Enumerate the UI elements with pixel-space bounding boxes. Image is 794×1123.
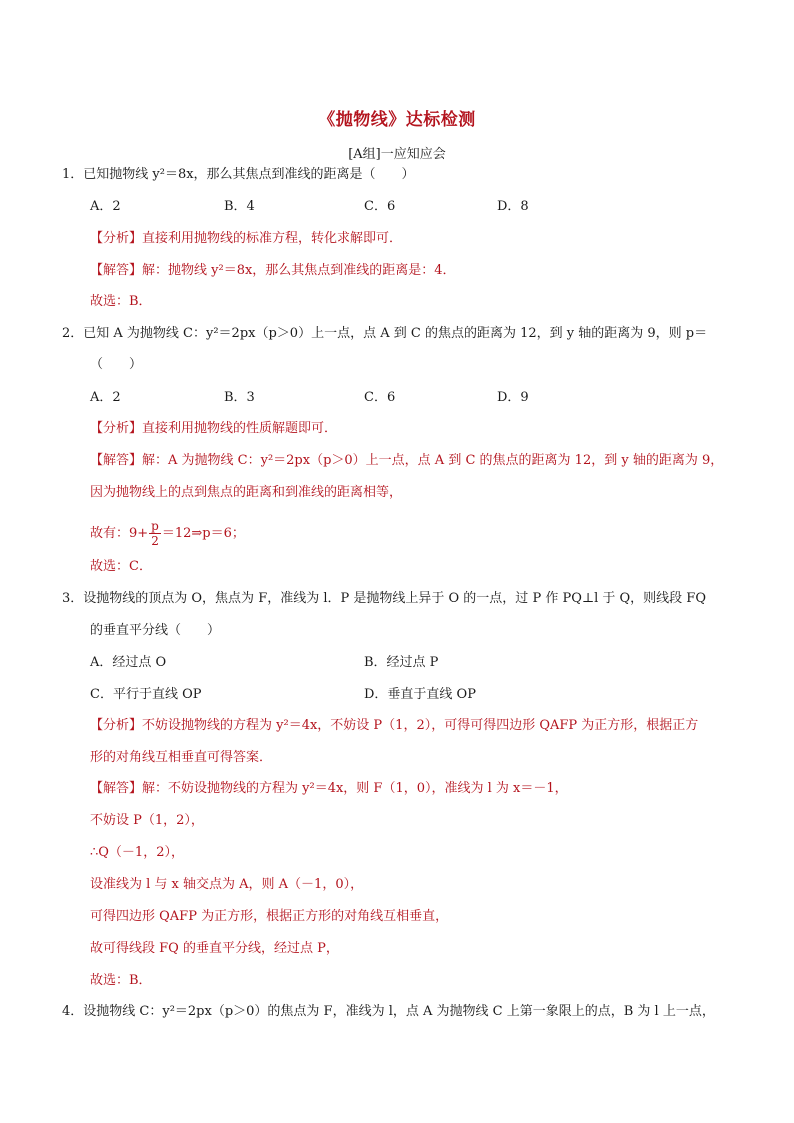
q2-option-d: D．9 <box>497 390 529 405</box>
q3-answer: 故选：B． <box>90 973 152 988</box>
q3-solution-line-3: ∴Q（－1，2）， <box>90 845 184 860</box>
q2-formula-prefix: 故有：9+ <box>90 526 149 541</box>
q3-solution-line-6: 故可得线段 FQ 的垂直平分线，经过点 P， <box>90 941 339 956</box>
fraction-numerator: p <box>151 519 159 533</box>
question-4-stem: 4．设抛物线 C：y²＝2px（p＞0）的焦点为 F，准线为 l，点 A 为抛物线 C 上第一象限上的点，B 为 l 上一点， <box>62 1004 715 1019</box>
q2-analysis: 【分析】直接利用抛物线的性质解题即可． <box>90 421 338 436</box>
q3-option-c: C．平行于直线 OP <box>90 687 202 702</box>
q3-option-b: B．经过点 P <box>364 655 439 670</box>
q1-solution: 【解答】解：抛物线 y²＝8x，那么其焦点到准线的距离是：4． <box>90 263 456 278</box>
question-2-stem: 2．已知 A 为抛物线 C：y²＝2px（p＞0）上一点，点 A 到 C 的焦点的距离为 12，到 y 轴的距离为 9，则 p＝ <box>62 326 708 341</box>
q1-option-a: A．2 <box>90 199 121 214</box>
fraction-p-over-2 <box>149 519 161 548</box>
q2-option-a: A．2 <box>90 390 121 405</box>
q3-analysis-cont: 形的对角线互相垂直可得答案． <box>90 750 273 765</box>
q2-solution-line-2: 因为抛物线上的点到焦点的距离和到准线的距离相等， <box>90 485 403 500</box>
q2-answer: 故选：C． <box>90 559 152 574</box>
q2-option-c: C．6 <box>364 390 396 405</box>
question-2-stem-cont: （ ） <box>90 357 143 372</box>
q3-solution-line-4: 设准线为 l 与 x 轴交点为 A，则 A（－1，0）， <box>90 877 364 892</box>
q1-option-d: D．8 <box>497 199 529 214</box>
q3-option-a: A．经过点 O <box>90 655 167 670</box>
question-3-stem: 3．设抛物线的顶点为 O，焦点为 F，准线为 l．P 是抛物线上异于 O 的一点，过 P 作 PQ⊥l 于 Q，则线段 FQ <box>62 591 706 606</box>
q3-solution-line-2: 不妨设 P（1，2）， <box>90 813 204 828</box>
q3-solution-line-5: 可得四边形 QAFP 为正方形，根据正方形的对角线互相垂直， <box>90 909 449 924</box>
q1-analysis: 【分析】直接利用抛物线的标准方程，转化求解即可． <box>90 231 403 246</box>
q3-solution: 【解答】解：不妨设抛物线的方程为 y²＝4x，则 F（1，0），准线为 l 为 x＝－1， <box>90 781 568 796</box>
q1-option-c: C．6 <box>364 199 396 214</box>
document-title: 《抛物线》达标检测 <box>318 110 476 130</box>
question-3-stem-cont: 的垂直平分线（ ） <box>90 623 221 638</box>
q3-analysis: 【分析】不妨设抛物线的方程为 y²＝4x，不妨设 P（1，2），可得可得四边形 QAFP 为正方形，根据正方 <box>90 718 699 733</box>
q2-option-b: B．3 <box>224 390 255 405</box>
fraction-denominator: 2 <box>151 534 159 548</box>
q2-formula-suffix: ＝12⇒p＝6； <box>161 526 245 541</box>
q1-option-b: B．4 <box>224 199 255 214</box>
q2-solution: 【解答】解：A 为抛物线 C：y²＝2px（p＞0）上一点，点 A 到 C 的焦点的距离为 12，到 y 轴的距离为 9， <box>90 453 724 468</box>
q1-answer: 故选：B． <box>90 294 152 309</box>
q2-solution-line-3 <box>90 519 245 548</box>
question-1-stem: 1．已知抛物线 y²＝8x，那么其焦点到准线的距离是（ ） <box>62 167 415 182</box>
section-subtitle: [A组]一应知应会 <box>348 147 446 162</box>
q3-option-d: D．垂直于直线 OP <box>364 687 476 702</box>
